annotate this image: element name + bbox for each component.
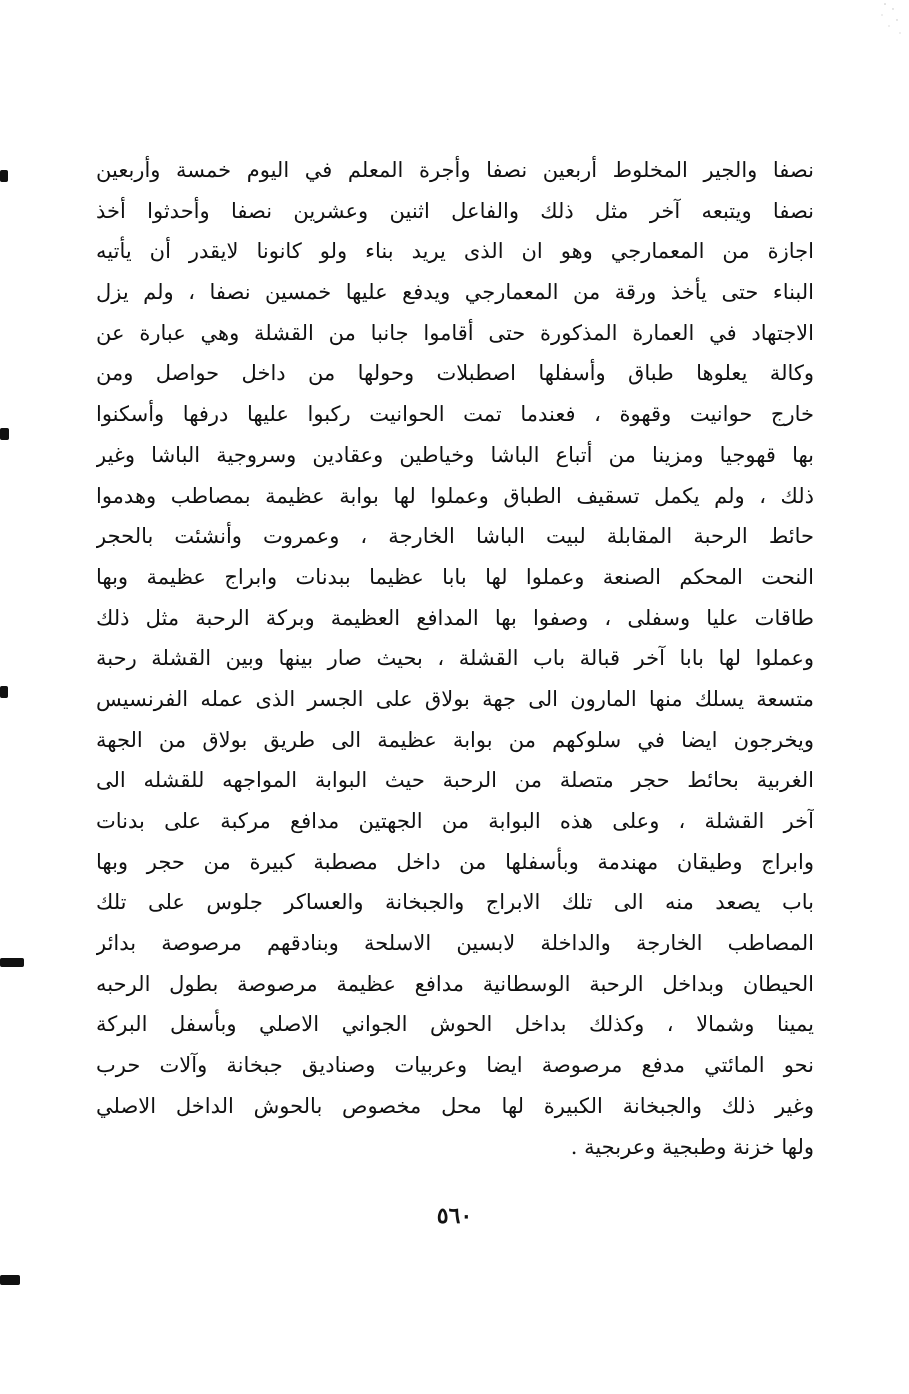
text-line: النحت المحكم الصنعة وعملوا لها بابا عظيما ببدنات وابراج عظيمة وبها [96,564,814,589]
text-line: آخر القشلة ، وعلى هذه البوابة من الجهتين مدافع مركبة على بدنات [96,809,814,833]
text-line: البناء حتى يأخذ ورقة من المعمارجي ويدفع عليها خمسين نصفا ، ولم يزل [96,280,814,305]
text-line: الغربية بحائط حجر متصلة من الرحبة حيث البوابة المواجهه للقشله الى [96,768,814,793]
scan-mark [0,958,24,967]
text-line: حائط الرحبة المقابلة لبيت الباشا الخارجة ، وعمروت وأنشئت بالحجر [96,524,814,549]
text-line: ويخرجون ايضا في سلوكهم من بوابة عظيمة الى طريق بولاق من الجهة [96,727,814,752]
text-line: وعملوا لها بابا آخر قبالة باب القشلة ، بحيث صار بينها وبين القشلة رحبة [96,646,814,671]
text-line: بها قهوجيا ومزينا من أتباع الباشا وخياطين وعقادين وسروجية الباشا وغير [96,442,814,467]
text-line: ذلك ، ولم يكمل تسقيف الطباق وعملوا لها بوابة عظيمة بمصاطب وهدموا [96,483,814,508]
scan-speckles [875,0,905,40]
text-line: الاجتهاد في العمارة المذكورة حتى أقاموا جانبا من القشلة وهي عبارة عن [96,320,814,345]
text-line: نصفا ويتبعه آخر مثل ذلك والفاعل اثنين وعشرين نصفا وأحدثوا أخذ [96,198,814,223]
text-line: الحيطان وبداخل الرحبة الوسطانية مدافع عظيمة مرصوصة بطول الرحبه [96,971,814,996]
page-number: ٥٦٠ [436,1203,473,1229]
scan-mark [0,686,8,698]
text-line: وكالة يعلوها طباق وأسفلها اصطبلات وحولها من داخل حواصل ومن [96,361,814,386]
text-line: المصاطب الخارجة والداخلة لابسين الاسلحة وبنادقهم مرصوصة بدائر [96,931,814,956]
text-line: باب يصعد منه الى تلك الابراج والجبخانة والعساكر جلوس على تلك [96,890,814,915]
text-line: وابراج وطيقان مهندمة وبأسفلها من داخل مصطبة كبيرة من حجر وبها [96,849,814,874]
body-text [96,150,814,1167]
scan-mark [0,170,8,182]
text-line: نحو المائتي مدفع مرصوصة ايضا وعربيات وصناديق جبخانة وآلات حرب [96,1053,814,1078]
text-line: طاقات عليا وسفلى ، وصفوا بها المدافع العظيمة وبركة الرحبة مثل ذلك [96,605,814,630]
text-line: متسعة يسلك منها المارون الى جهة بولاق على الجسر الذى عمله الفرنسيس [96,686,814,711]
text-line: نصفا والجير المخلوط أربعين نصفا وأجرة المعلم في اليوم خمسة وأربعين [96,158,814,182]
text-line: يمينا وشمالا ، وكذلك بداخل الحوش الجواني الاصلي وبأسفل البركة [96,1012,814,1037]
scan-mark [0,1275,20,1285]
text-line: خارج حوانيت وقهوة ، فعندما تمت الحوانيت ركبوا عليها درفها وأسكنوا [96,402,814,427]
scan-mark [0,428,9,440]
text-line: اجازة من المعمارجي وهو ان الذى يريد بناء ولو كانونا لايقدر أن يأتيه [96,239,814,264]
text-line: وغير ذلك والجبخانة الكبيرة لها محل مخصوص بالحوش الداخل الاصلي [96,1093,814,1118]
text-line: ولها خزنة وطبجية وعربجية . [570,1134,814,1159]
